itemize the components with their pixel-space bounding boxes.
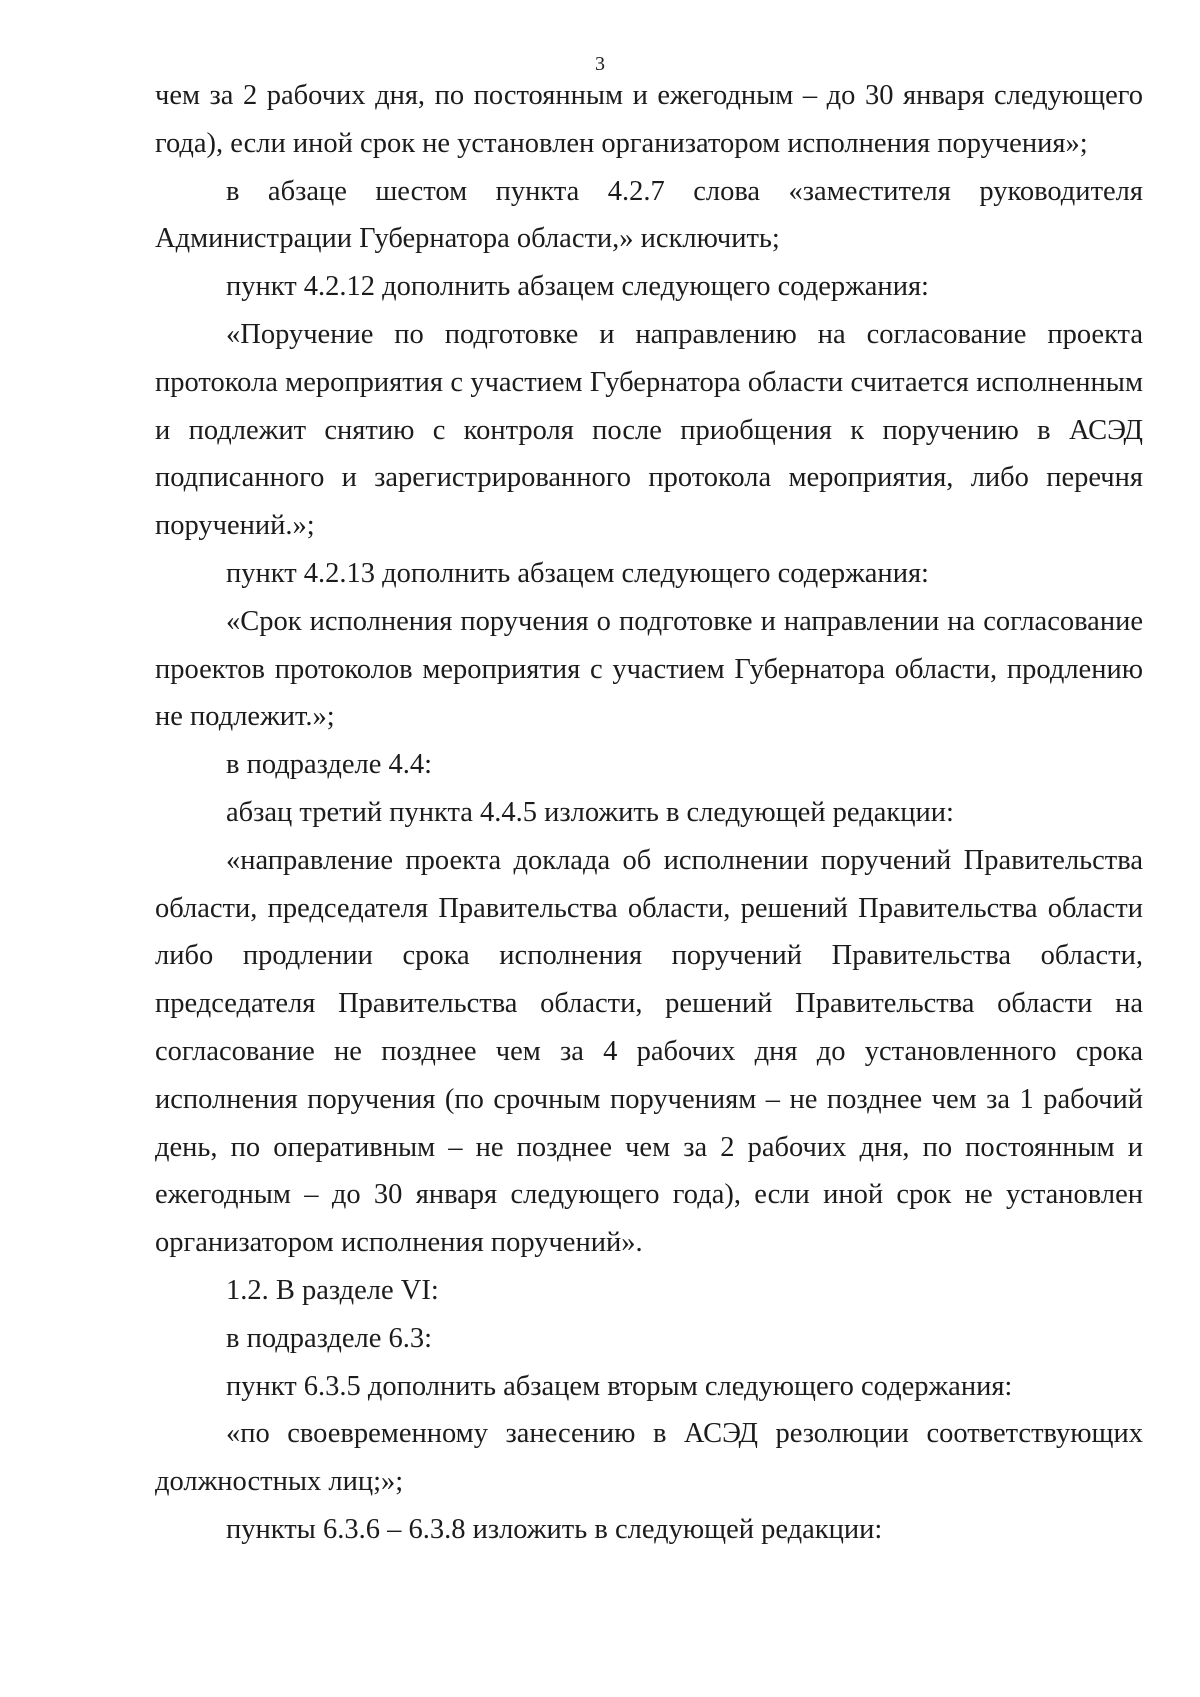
paragraph: чем за 2 рабочих дня, по постоянным и ежегодным – до 30 января следующего года), если иной срок не установлен организатором исполнения поручения»; — [155, 80, 1143, 159]
paragraph: 1.2. В разделе VI: — [226, 1274, 439, 1306]
paragraph: пункты 6.3.6 – 6.3.8 изложить в следующей редакции: — [226, 1513, 883, 1545]
document-body — [155, 72, 1143, 1554]
paragraph: в абзаце шестом пункта 4.2.7 слова «заместителя руководителя Администрации Губернатора области,» исключить; — [155, 175, 1143, 255]
paragraph: пункт 4.2.13 дополнить абзацем следующего содержания: — [226, 557, 929, 589]
paragraph: пункт 4.2.12 дополнить абзацем следующего содержания: — [226, 271, 929, 303]
paragraph: пункт 6.3.5 дополнить абзацем вторым следующего содержания: — [226, 1370, 1013, 1402]
paragraph: «по своевременному занесению в АСЭД резолюции соответствующих должностных лиц;»; — [155, 1418, 1143, 1498]
paragraph: в подразделе 6.3: — [226, 1322, 433, 1354]
page-number: 3 — [595, 53, 605, 75]
paragraph: «Поручение по подготовке и направлению на согласование проекта протокола мероприятия с участием Губернатора области считается исполненным и подлежит снятию с контроля после приобщения к поручению в АСЭД подписанного и зарегистрированного протокола мероприятия, либо перечня поручений.»; — [155, 318, 1143, 542]
paragraph: в подразделе 4.4: — [226, 749, 433, 781]
paragraph: абзац третий пункта 4.4.5 изложить в следующей редакции: — [226, 796, 954, 828]
paragraph: «направление проекта доклада об исполнении поручений Правительства области, председателя Правительства области, решений Правительства области либо продлении срока исполнения поручений Правительства области, председателя Правительства области, решений Правительства области на согласование не позднее чем за 4 рабочих дня до установленного срока исполнения поручения (по срочным поручениям – не позднее чем за 1 рабочий день, по оперативным – не позднее чем за 2 рабочих дня, по постоянным и ежегодным – до 30 января следующего года), если иной срок не установлен организатором исполнения поручений». — [155, 844, 1143, 1259]
paragraph: «Срок исполнения поручения о подготовке и направлении на согласование проектов протоколов мероприятия с участием Губернатора области, продлению не подлежит.»; — [155, 605, 1143, 733]
